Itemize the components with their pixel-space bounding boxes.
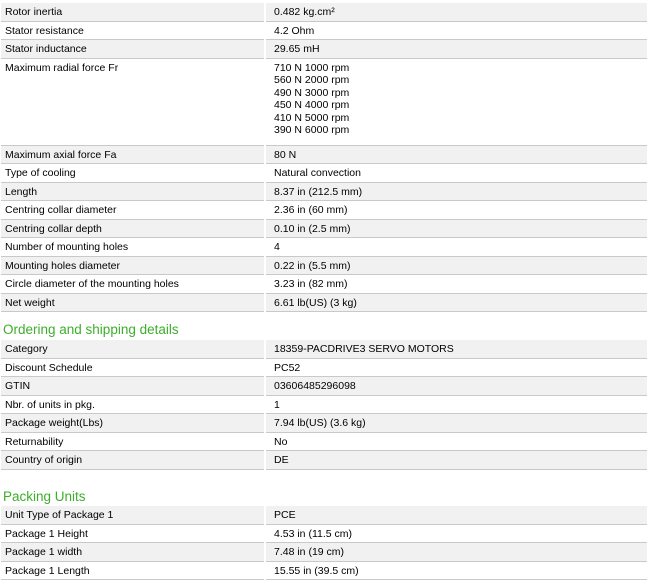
row-label: Category — [1, 340, 265, 358]
table-row — [1, 219, 647, 238]
row-value: PC52 — [265, 358, 647, 377]
row-value: 7.94 lb(US) (3.6 kg) — [265, 414, 647, 433]
table-row — [1, 395, 647, 414]
row-label: Centring collar depth — [1, 219, 265, 238]
row-label: Stator inductance — [1, 40, 265, 59]
table-row — [1, 256, 647, 275]
row-value: 80 N — [265, 145, 647, 164]
row-label: Centring collar diameter — [1, 201, 265, 220]
row-value: 0.10 in (2.5 mm) — [265, 219, 647, 238]
row-label: Rotor inertia — [1, 3, 265, 21]
packing-units-table — [1, 506, 647, 580]
row-value: 8.37 in (212.5 mm) — [265, 182, 647, 201]
table-row — [1, 432, 647, 451]
row-value: 6.61 lb(US) (3 kg) — [265, 293, 647, 312]
row-label: Circle diameter of the mounting holes — [1, 275, 265, 294]
value-line: 710 N 1000 rpm — [274, 61, 350, 74]
row-label: Package 1 width — [1, 543, 265, 562]
row-value: 29.65 mH — [265, 40, 647, 59]
table-row — [1, 182, 647, 201]
row-value: 4.2 Ohm — [265, 21, 647, 40]
row-value — [265, 58, 647, 145]
row-value: DE — [265, 451, 647, 470]
table-row — [1, 293, 647, 312]
row-label: Returnability — [1, 432, 265, 451]
table-row — [1, 543, 647, 562]
row-label: GTIN — [1, 377, 265, 396]
row-value: 0.22 in (5.5 mm) — [265, 256, 647, 275]
table-row — [1, 201, 647, 220]
row-label: Length — [1, 182, 265, 201]
row-label: Package 1 Length — [1, 561, 265, 580]
row-label: Country of origin — [1, 451, 265, 470]
table-row — [1, 358, 647, 377]
table-row — [1, 3, 647, 21]
table-row — [1, 21, 647, 40]
row-value: 18359-PACDRIVE3 SERVO MOTORS — [265, 340, 647, 358]
row-value: 0.482 kg.cm² — [265, 3, 647, 21]
row-value: 15.55 in (39.5 cm) — [265, 561, 647, 580]
table-row — [1, 238, 647, 257]
table-row — [1, 340, 647, 358]
row-label: Maximum radial force Fr — [1, 58, 265, 145]
row-label: Maximum axial force Fa — [1, 145, 265, 164]
row-value: 2.36 in (60 mm) — [265, 201, 647, 220]
row-value: PCE — [265, 506, 647, 524]
characteristics-table — [1, 3, 647, 312]
row-value: 4 — [265, 238, 647, 257]
value-line: 490 N 3000 rpm — [274, 86, 350, 99]
row-label: Type of cooling — [1, 164, 265, 183]
row-label: Discount Schedule — [1, 358, 265, 377]
table-row — [1, 58, 647, 145]
row-label: Number of mounting holes — [1, 238, 265, 257]
row-value: 1 — [265, 395, 647, 414]
row-value: 7.48 in (19 cm) — [265, 543, 647, 562]
table-row — [1, 164, 647, 183]
row-label: Mounting holes diameter — [1, 256, 265, 275]
table-row — [1, 451, 647, 470]
section-title-packing: Packing Units — [3, 489, 86, 504]
row-value: Natural convection — [265, 164, 647, 183]
value-line: 560 N 2000 rpm — [274, 74, 350, 86]
ordering-shipping-table — [1, 340, 647, 470]
row-label: Stator resistance — [1, 21, 265, 40]
section-title-ordering: Ordering and shipping details — [3, 322, 179, 337]
table-row — [1, 561, 647, 580]
row-label: Unit Type of Package 1 — [1, 506, 265, 524]
table-row — [1, 40, 647, 59]
row-value: No — [265, 432, 647, 451]
row-value: 03606485296098 — [265, 377, 647, 396]
row-label: Package weight(Lbs) — [1, 414, 265, 433]
table-row — [1, 414, 647, 433]
value-line: 390 N 6000 rpm — [274, 124, 350, 136]
table-row — [1, 506, 647, 524]
row-value: 4.53 in (11.5 cm) — [265, 524, 647, 543]
table-row — [1, 275, 647, 294]
table-row — [1, 145, 647, 164]
row-label: Package 1 Height — [1, 524, 265, 543]
table-row — [1, 524, 647, 543]
value-line: 450 N 4000 rpm — [274, 99, 350, 111]
row-label: Net weight — [1, 293, 265, 312]
row-label: Nbr. of units in pkg. — [1, 395, 265, 414]
value-line: 410 N 5000 rpm — [274, 111, 350, 124]
table-row — [1, 377, 647, 396]
row-value: 3.23 in (82 mm) — [265, 275, 647, 294]
